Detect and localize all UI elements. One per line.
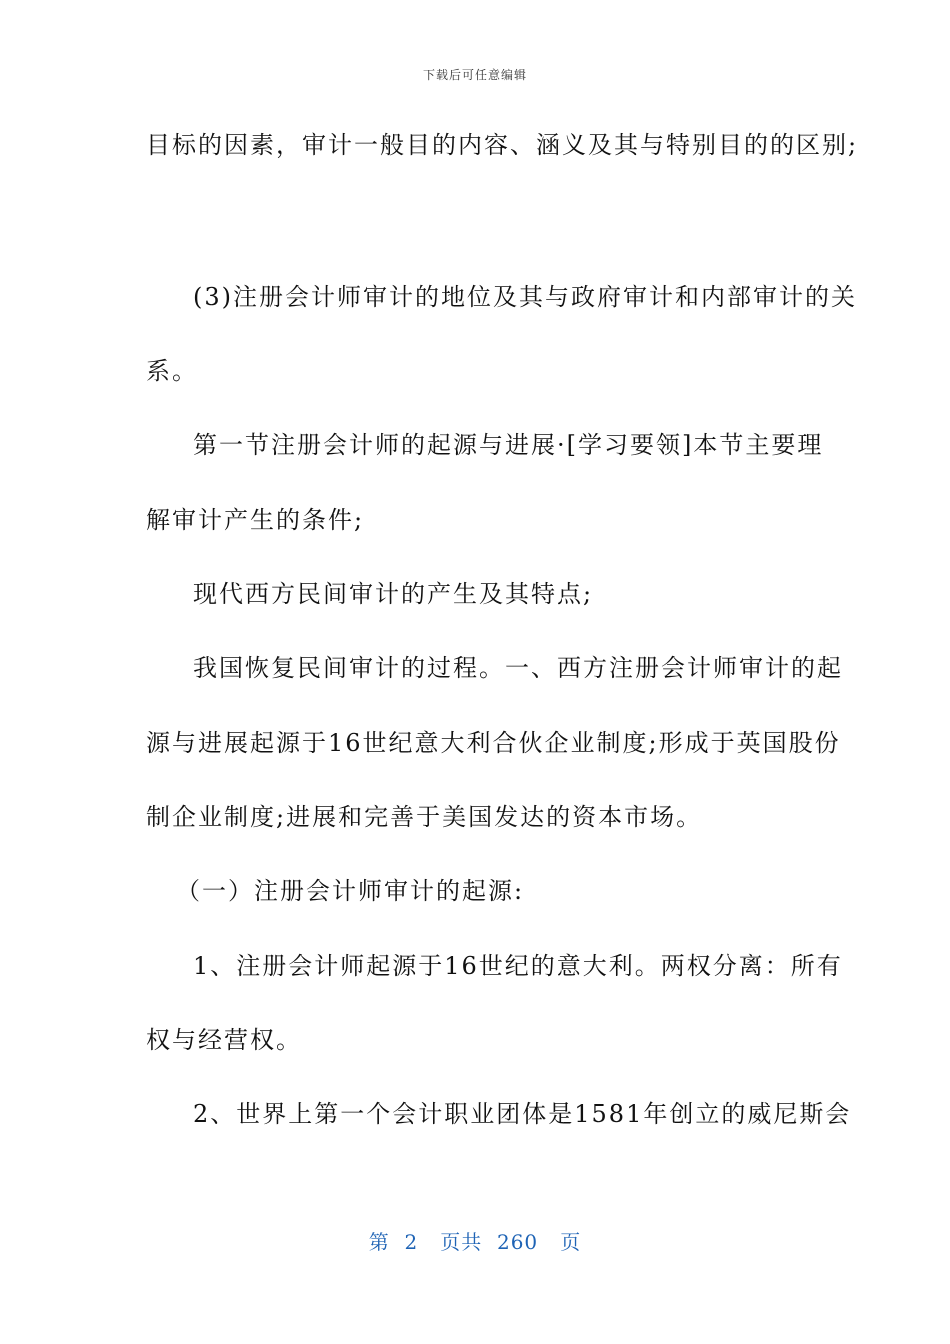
body-line-12: 权与经营权。 (146, 1026, 302, 1054)
page-footer (0, 1226, 950, 1255)
body-line-1: 目标的因素，审计一般目的内容、涵义及其与特别目的的区别; (146, 131, 859, 159)
footer-suffix: 页 (560, 1230, 582, 1254)
body-line-3: 系。 (146, 357, 198, 385)
body-line-6: 现代西方民间审计的产生及其特点; (193, 580, 594, 608)
body-line-11: 1、注册会计师起源于16世纪的意大利。两权分离：所有 (193, 952, 843, 980)
current-page-number: 2 (404, 1230, 419, 1254)
body-line-13: 2、世界上第一个会计职业团体是1581年创立的威尼斯会 (193, 1100, 852, 1128)
body-line-8: 源与进展起源于16世纪意大利合伙企业制度;形成于英国股份 (146, 729, 841, 757)
body-line-4: 第一节注册会计师的起源与进展·[学习要领]本节主要理 (193, 431, 824, 459)
body-line-5: 解审计产生的条件; (146, 506, 365, 534)
footer-middle: 页共 (440, 1230, 483, 1254)
footer-prefix: 第 (368, 1230, 390, 1254)
body-line-10: （一）注册会计师审计的起源: (176, 877, 525, 905)
total-page-count: 260 (496, 1230, 539, 1254)
body-line-7: 我国恢复民间审计的过程。一、西方注册会计师审计的起 (193, 654, 843, 682)
body-line-9: 制企业制度;进展和完善于美国发达的资本市场。 (146, 803, 703, 831)
body-line-2: (3)注册会计师审计的地位及其与政府审计和内部审计的关 (193, 283, 857, 311)
header-note: 下载后可任意编辑 (422, 68, 527, 82)
